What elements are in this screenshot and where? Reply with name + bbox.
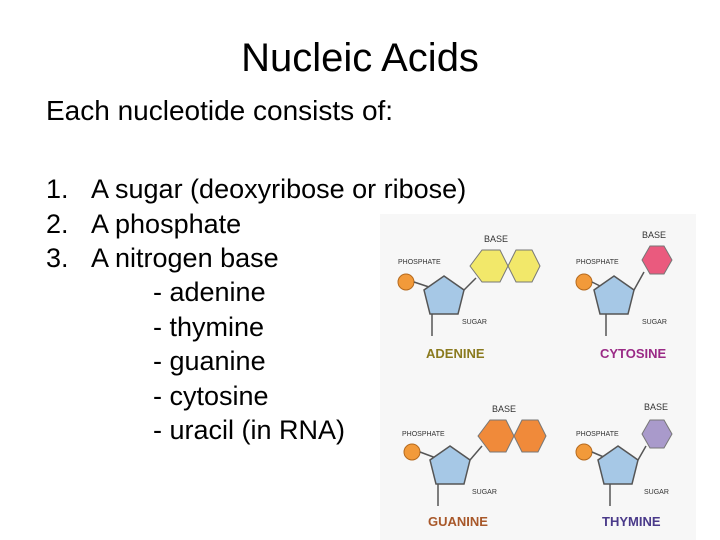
- base-item-thymine: - thymine: [153, 311, 265, 342]
- base-label: BASE: [492, 404, 517, 414]
- bond-line: [464, 278, 476, 290]
- base-label: BASE: [484, 234, 509, 244]
- phosphate-circle: [576, 444, 592, 460]
- sugar-pentagon: [430, 446, 470, 484]
- nucleotide-figure: [380, 214, 696, 540]
- nucleotide-guanine: [402, 404, 546, 529]
- sugar-label: SUGAR: [462, 319, 487, 326]
- base-label: BASE: [642, 230, 667, 240]
- bond-line: [470, 446, 482, 460]
- sugar-pentagon: [424, 276, 464, 314]
- phosphate-label: PHOSPHATE: [402, 431, 445, 438]
- list-number: 1.: [46, 174, 69, 204]
- base-item-cytosine: - cytosine: [153, 380, 269, 411]
- nucleotide-name: CYTOSINE: [600, 346, 667, 361]
- phosphate-label: PHOSPHATE: [576, 431, 619, 438]
- base-shape: [478, 420, 514, 452]
- phosphate-circle: [576, 274, 592, 290]
- base-label: BASE: [644, 402, 669, 412]
- base-shape: [470, 250, 508, 282]
- list-number: 3.: [46, 243, 69, 273]
- sugar-label: SUGAR: [644, 489, 669, 496]
- base-item-adenine: - adenine: [153, 277, 266, 307]
- list-text: A sugar (deoxyribose or ribose): [91, 174, 467, 204]
- sugar-label: SUGAR: [472, 489, 497, 496]
- sugar-label: SUGAR: [642, 319, 667, 326]
- base-shape: [508, 250, 540, 282]
- list-item: [46, 172, 466, 207]
- nucleotide-name: ADENINE: [426, 346, 485, 361]
- list-text: A phosphate: [91, 208, 242, 239]
- bond-line: [638, 446, 646, 460]
- sugar-pentagon: [594, 276, 634, 314]
- nucleotide-name: THYMINE: [602, 514, 661, 529]
- phosphate-circle: [398, 274, 414, 290]
- base-list: [153, 275, 345, 448]
- phosphate-label: PHOSPHATE: [576, 259, 619, 266]
- list-text: A nitrogen base: [91, 243, 279, 273]
- slide-subtitle: Each nucleotide consists of:: [46, 95, 394, 126]
- base-shape: [514, 420, 546, 452]
- nucleotide-name: GUANINE: [428, 514, 488, 529]
- sugar-pentagon: [598, 446, 638, 484]
- base-item-guanine: - guanine: [153, 346, 266, 376]
- nucleotide-cytosine: [576, 230, 672, 361]
- nucleotide-diagram: [380, 214, 696, 540]
- slide-title: Nucleic Acids: [241, 36, 479, 80]
- phosphate-label: PHOSPHATE: [398, 259, 441, 266]
- bond-line: [634, 272, 644, 290]
- base-shape: [642, 420, 672, 448]
- list-number: 2.: [46, 208, 69, 239]
- nucleotide-adenine: [398, 234, 540, 361]
- base-shape: [642, 246, 672, 274]
- phosphate-circle: [404, 444, 420, 460]
- base-item-uracil: - uracil (in RNA): [153, 415, 346, 445]
- nucleotide-thymine: [576, 402, 672, 529]
